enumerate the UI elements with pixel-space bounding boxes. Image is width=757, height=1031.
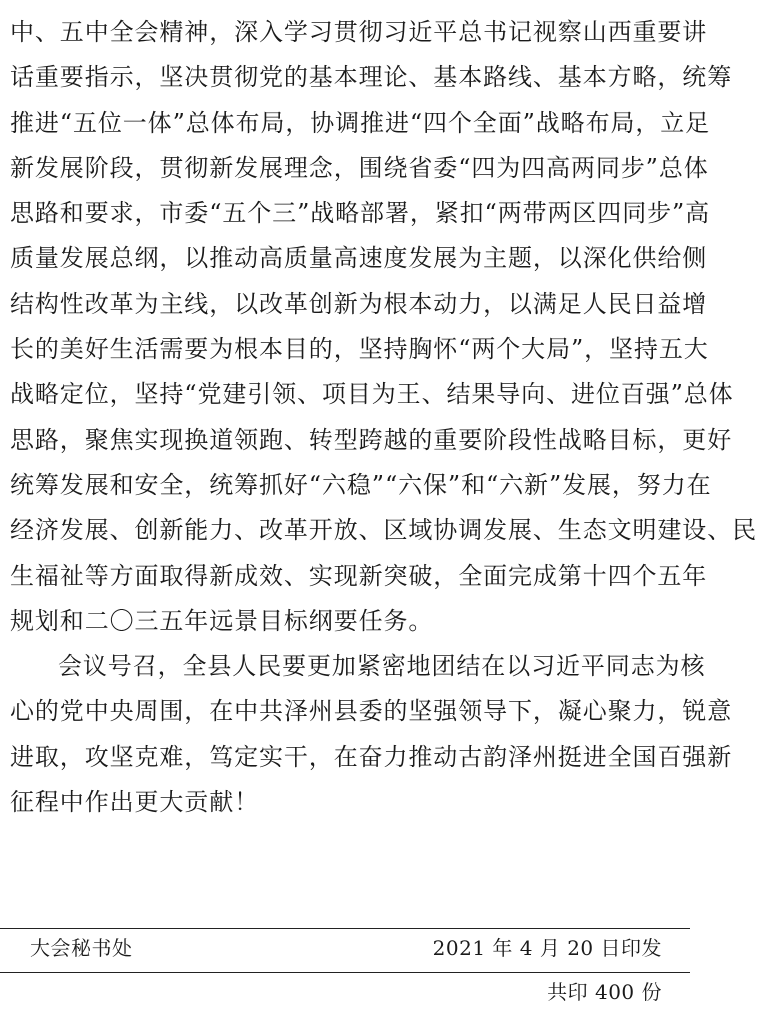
text-line: 推进“五位一体”总体布局，协调推进“四个全面”战略布局，立足	[10, 108, 711, 137]
text-line: 结构性改革为主线，以改革创新为根本动力，以满足人民日益增	[10, 289, 708, 318]
text-line: 进取，攻坚克难，笃定实干，在奋力推动古韵泽州挺进全国百强新	[10, 742, 733, 771]
text-line: 新发展阶段，贯彻新发展理念，围绕省委“四为四高两同步”总体	[10, 153, 709, 182]
footer-top-rule	[0, 928, 690, 929]
text-line: 征程中作出更大贡献！	[10, 788, 259, 817]
print-copies: 共印 400 份	[547, 980, 662, 1004]
text-line: 思路和要求，市委“五个三”战略部署，紧扣“两带两区四同步”高	[10, 199, 711, 228]
text-line: 心的党中央周围，在中共泽州县委的坚强领导下，凝心聚力，锐意	[10, 697, 733, 726]
document-body	[10, 12, 757, 827]
text-line: 统筹发展和安全，统筹抓好“六稳”“六保”和“六新”发展，努力在	[10, 470, 712, 499]
text-line: 思路，聚焦实现换道领跑、转型跨越的重要阶段性战略目标，更好	[10, 425, 733, 454]
footer-middle-rule	[0, 972, 690, 973]
text-line: 话重要指示，坚决贯彻党的基本理论、基本路线、基本方略，统筹	[10, 63, 733, 92]
text-line: 生福祉等方面取得新成效、实现新突破，全面完成第十四个五年	[10, 561, 708, 590]
text-line: 长的美好生活需要为根本目的，坚持胸怀“两个大局”，坚持五大	[10, 335, 709, 364]
paragraph-1	[10, 12, 757, 646]
issuer-label: 大会秘书处	[30, 936, 133, 960]
text-line: 质量发展总纲，以推动高质量高速度发展为主题，以深化供给侧	[10, 244, 708, 273]
issue-date: 2021 年 4 月 20 日印发	[432, 936, 662, 960]
text-line: 会议号召，全县人民要更加紧密地团结在以习近平同志为核	[58, 652, 706, 681]
text-line: 规划和二〇三五年远景目标纲要任务。	[10, 606, 434, 635]
text-line: 中、五中全会精神，深入学习贯彻习近平总书记视察山西重要讲	[10, 18, 708, 46]
paragraph-2	[10, 646, 733, 827]
text-line: 经济发展、创新能力、改革开放、区域协调发展、生态文明建设、民	[10, 516, 757, 545]
text-line: 战略定位，坚持“党建引领、项目为王、结果导向、进位百强”总体	[10, 380, 734, 409]
